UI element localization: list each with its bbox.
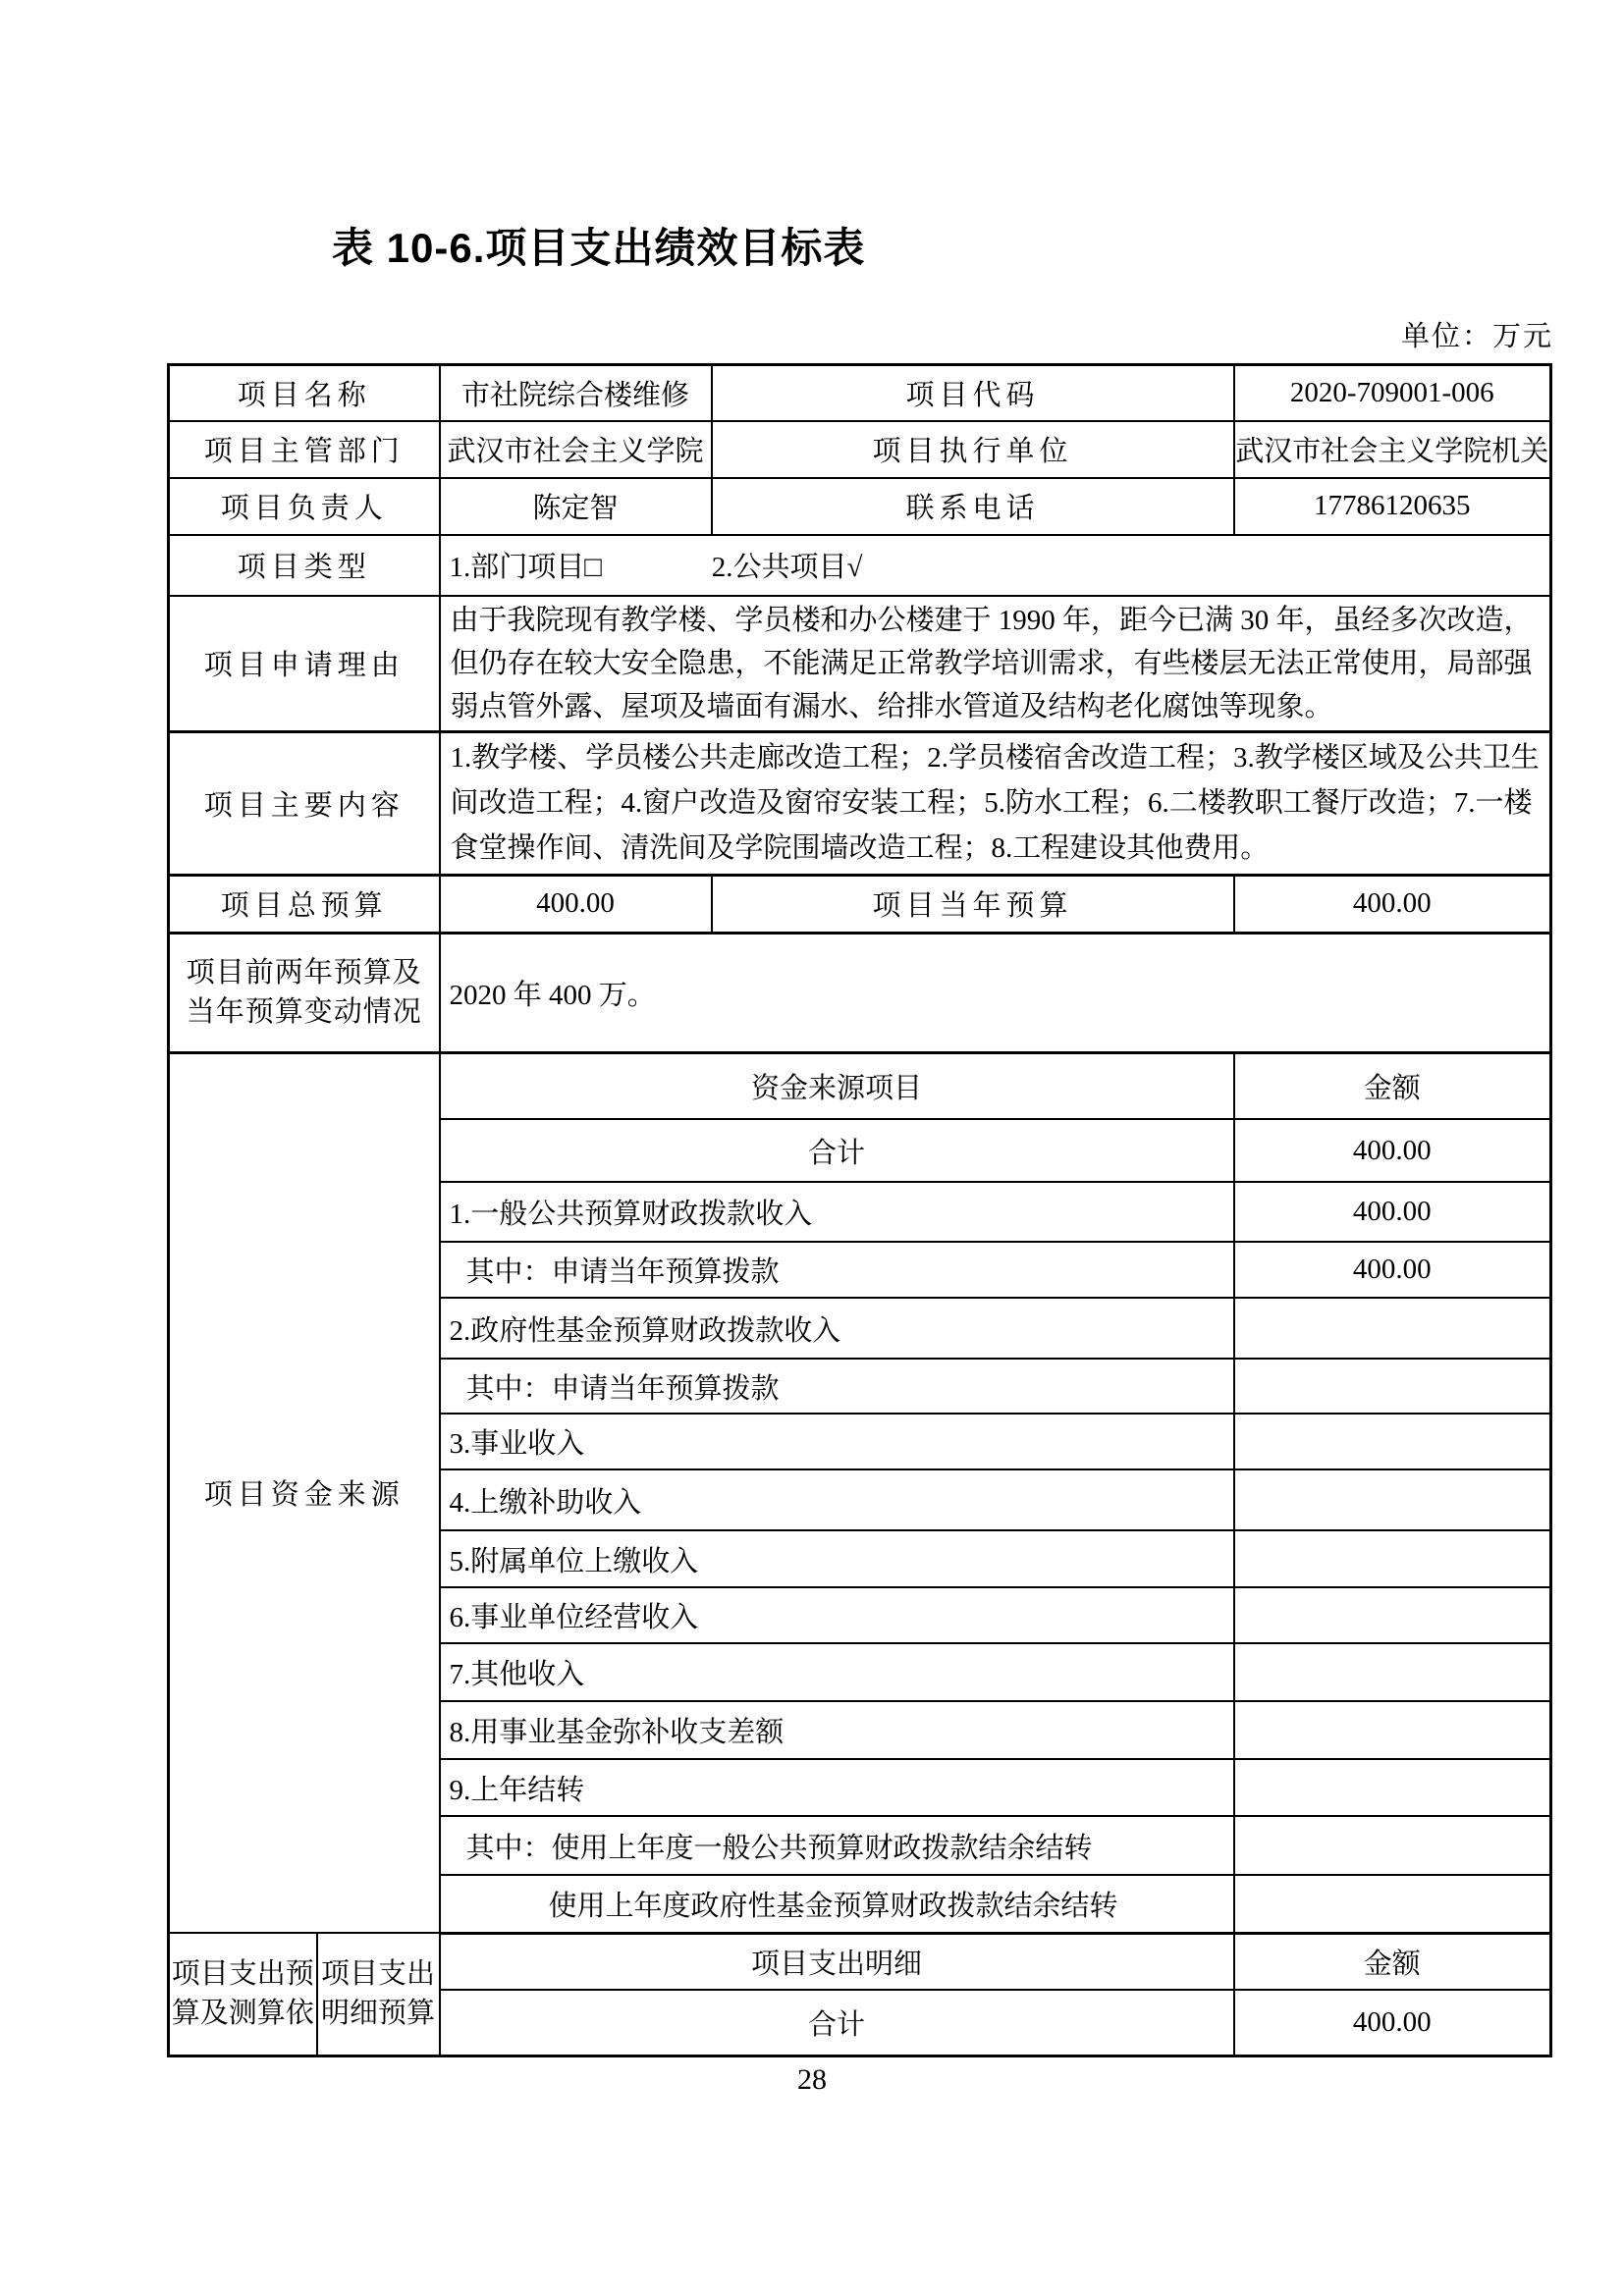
dept-label: 项目主管部门 — [169, 421, 440, 478]
table-row — [169, 365, 1551, 421]
table-row — [169, 421, 1551, 478]
project-type-label: 项目类型 — [169, 535, 440, 596]
funding-item: 4.上缴补助收入 — [440, 1469, 1234, 1530]
funding-amount — [1234, 1359, 1551, 1414]
project-name-label: 项目名称 — [169, 365, 440, 421]
funding-item: 8.用事业基金弥补收支差额 — [440, 1701, 1234, 1759]
total-budget-value: 400.00 — [440, 875, 712, 933]
phone-label: 联系电话 — [712, 478, 1234, 535]
total-budget-label: 项目总预算 — [169, 875, 440, 933]
funding-amount: 400.00 — [1234, 1119, 1551, 1182]
expenditure-detail-label: 项目支出明细预算 — [317, 1933, 440, 2056]
funding-source-label: 项目资金来源 — [169, 1052, 440, 1933]
expenditure-total-value: 400.00 — [1234, 1990, 1551, 2056]
funding-amount — [1234, 1587, 1551, 1643]
phone-value: 17786120635 — [1234, 478, 1551, 535]
funding-item: 2.政府性基金预算财政拨款收入 — [440, 1298, 1234, 1359]
reason-text: 由于我院现有教学楼、学员楼和办公楼建于 1990 年，距今已满 30 年，虽经多次改造，但仍存在较大安全隐患，不能满足正常教学培训需求，有些楼层无法正常使用，局部强弱点管外露、屋项及墙面有漏水、给排水管道及结构老化腐蚀等现象。 — [440, 596, 1551, 732]
table-row — [169, 478, 1551, 535]
project-name-value: 市社院综合楼维修 — [440, 365, 712, 421]
leader-label: 项目负责人 — [169, 478, 440, 535]
funding-amount — [1234, 1643, 1551, 1701]
table-row — [169, 1933, 1551, 1990]
funding-header-item: 资金来源项目 — [440, 1052, 1234, 1119]
reason-label: 项目申请理由 — [169, 596, 440, 732]
funding-item: 1.一般公共预算财政拨款收入 — [440, 1182, 1234, 1242]
funding-amount — [1234, 1530, 1551, 1587]
doc-title: 表 10-6.项目支出绩效目标表 — [332, 225, 866, 271]
page-number: 28 — [797, 2063, 827, 2096]
funding-amount — [1234, 1701, 1551, 1759]
funding-amount — [1234, 1759, 1551, 1816]
funding-item: 7.其他收入 — [440, 1643, 1234, 1701]
current-budget-label: 项目当年预算 — [712, 875, 1234, 933]
funding-amount — [1234, 1816, 1551, 1875]
prev-budget-label: 项目前两年预算及当年预算变动情况 — [169, 933, 440, 1052]
expenditure-basis-label: 项目支出预算及测算依 — [169, 1933, 317, 2056]
funding-amount: 400.00 — [1234, 1182, 1551, 1242]
project-type-options — [440, 535, 1551, 596]
option-dept-project-with-checkbox: 1.部门项目□ — [449, 552, 602, 583]
prev-budget-text: 2020 年 400 万。 — [440, 933, 1551, 1052]
table-row — [169, 731, 1551, 875]
funding-item: 3.事业收入 — [440, 1414, 1234, 1469]
performance-target-table — [167, 363, 1552, 2057]
expenditure-header-item: 项目支出明细 — [440, 1933, 1234, 1990]
funding-amount — [1234, 1875, 1551, 1933]
table-row — [169, 875, 1551, 933]
option-public-project-with-checkmark: 2.公共项目√ — [711, 552, 863, 583]
content-text: 1.教学楼、学员楼公共走廊改造工程；2.学员楼宿舍改造工程；3.教学楼区域及公共卫生间改造工程；4.窗户改造及窗帘安装工程；5.防水工程；6.二楼教职工餐厅改造；7.一楼食堂操作间、清洗间及学院围墙改造工程；8.工程建设其他费用。 — [440, 731, 1551, 875]
funding-item: 6.事业单位经营收入 — [440, 1587, 1234, 1643]
funding-amount — [1234, 1414, 1551, 1469]
funding-amount — [1234, 1298, 1551, 1359]
funding-header-amount: 金额 — [1234, 1052, 1551, 1119]
unit-note: 单位：万元 — [1400, 321, 1553, 352]
leader-value: 陈定智 — [440, 478, 712, 535]
funding-item: 5.附属单位上缴收入 — [440, 1530, 1234, 1587]
current-budget-value: 400.00 — [1234, 875, 1551, 933]
funding-amount: 400.00 — [1234, 1242, 1551, 1298]
funding-item: 其中：申请当年预算拨款 — [440, 1242, 1234, 1298]
funding-item: 9.上年结转 — [440, 1759, 1234, 1816]
funding-item: 其中：申请当年预算拨款 — [440, 1359, 1234, 1414]
expenditure-header-amount: 金额 — [1234, 1933, 1551, 1990]
project-code-label: 项目代码 — [712, 365, 1234, 421]
funding-item: 使用上年度政府性基金预算财政拨款结余结转 — [440, 1875, 1234, 1933]
exec-unit-label: 项目执行单位 — [712, 421, 1234, 478]
project-code-value: 2020-709001-006 — [1234, 365, 1551, 421]
dept-value: 武汉市社会主义学院 — [440, 421, 712, 478]
content-label: 项目主要内容 — [169, 731, 440, 875]
table-row — [169, 1052, 1551, 1119]
table-row — [169, 596, 1551, 732]
exec-unit-value: 武汉市社会主义学院机关 — [1234, 421, 1551, 478]
expenditure-total-label: 合计 — [440, 1990, 1234, 2056]
table-row — [169, 535, 1551, 596]
funding-amount — [1234, 1469, 1551, 1530]
funding-item-total: 合计 — [440, 1119, 1234, 1182]
table-row — [169, 933, 1551, 1052]
funding-item: 其中：使用上年度一般公共预算财政拨款结余结转 — [440, 1816, 1234, 1875]
